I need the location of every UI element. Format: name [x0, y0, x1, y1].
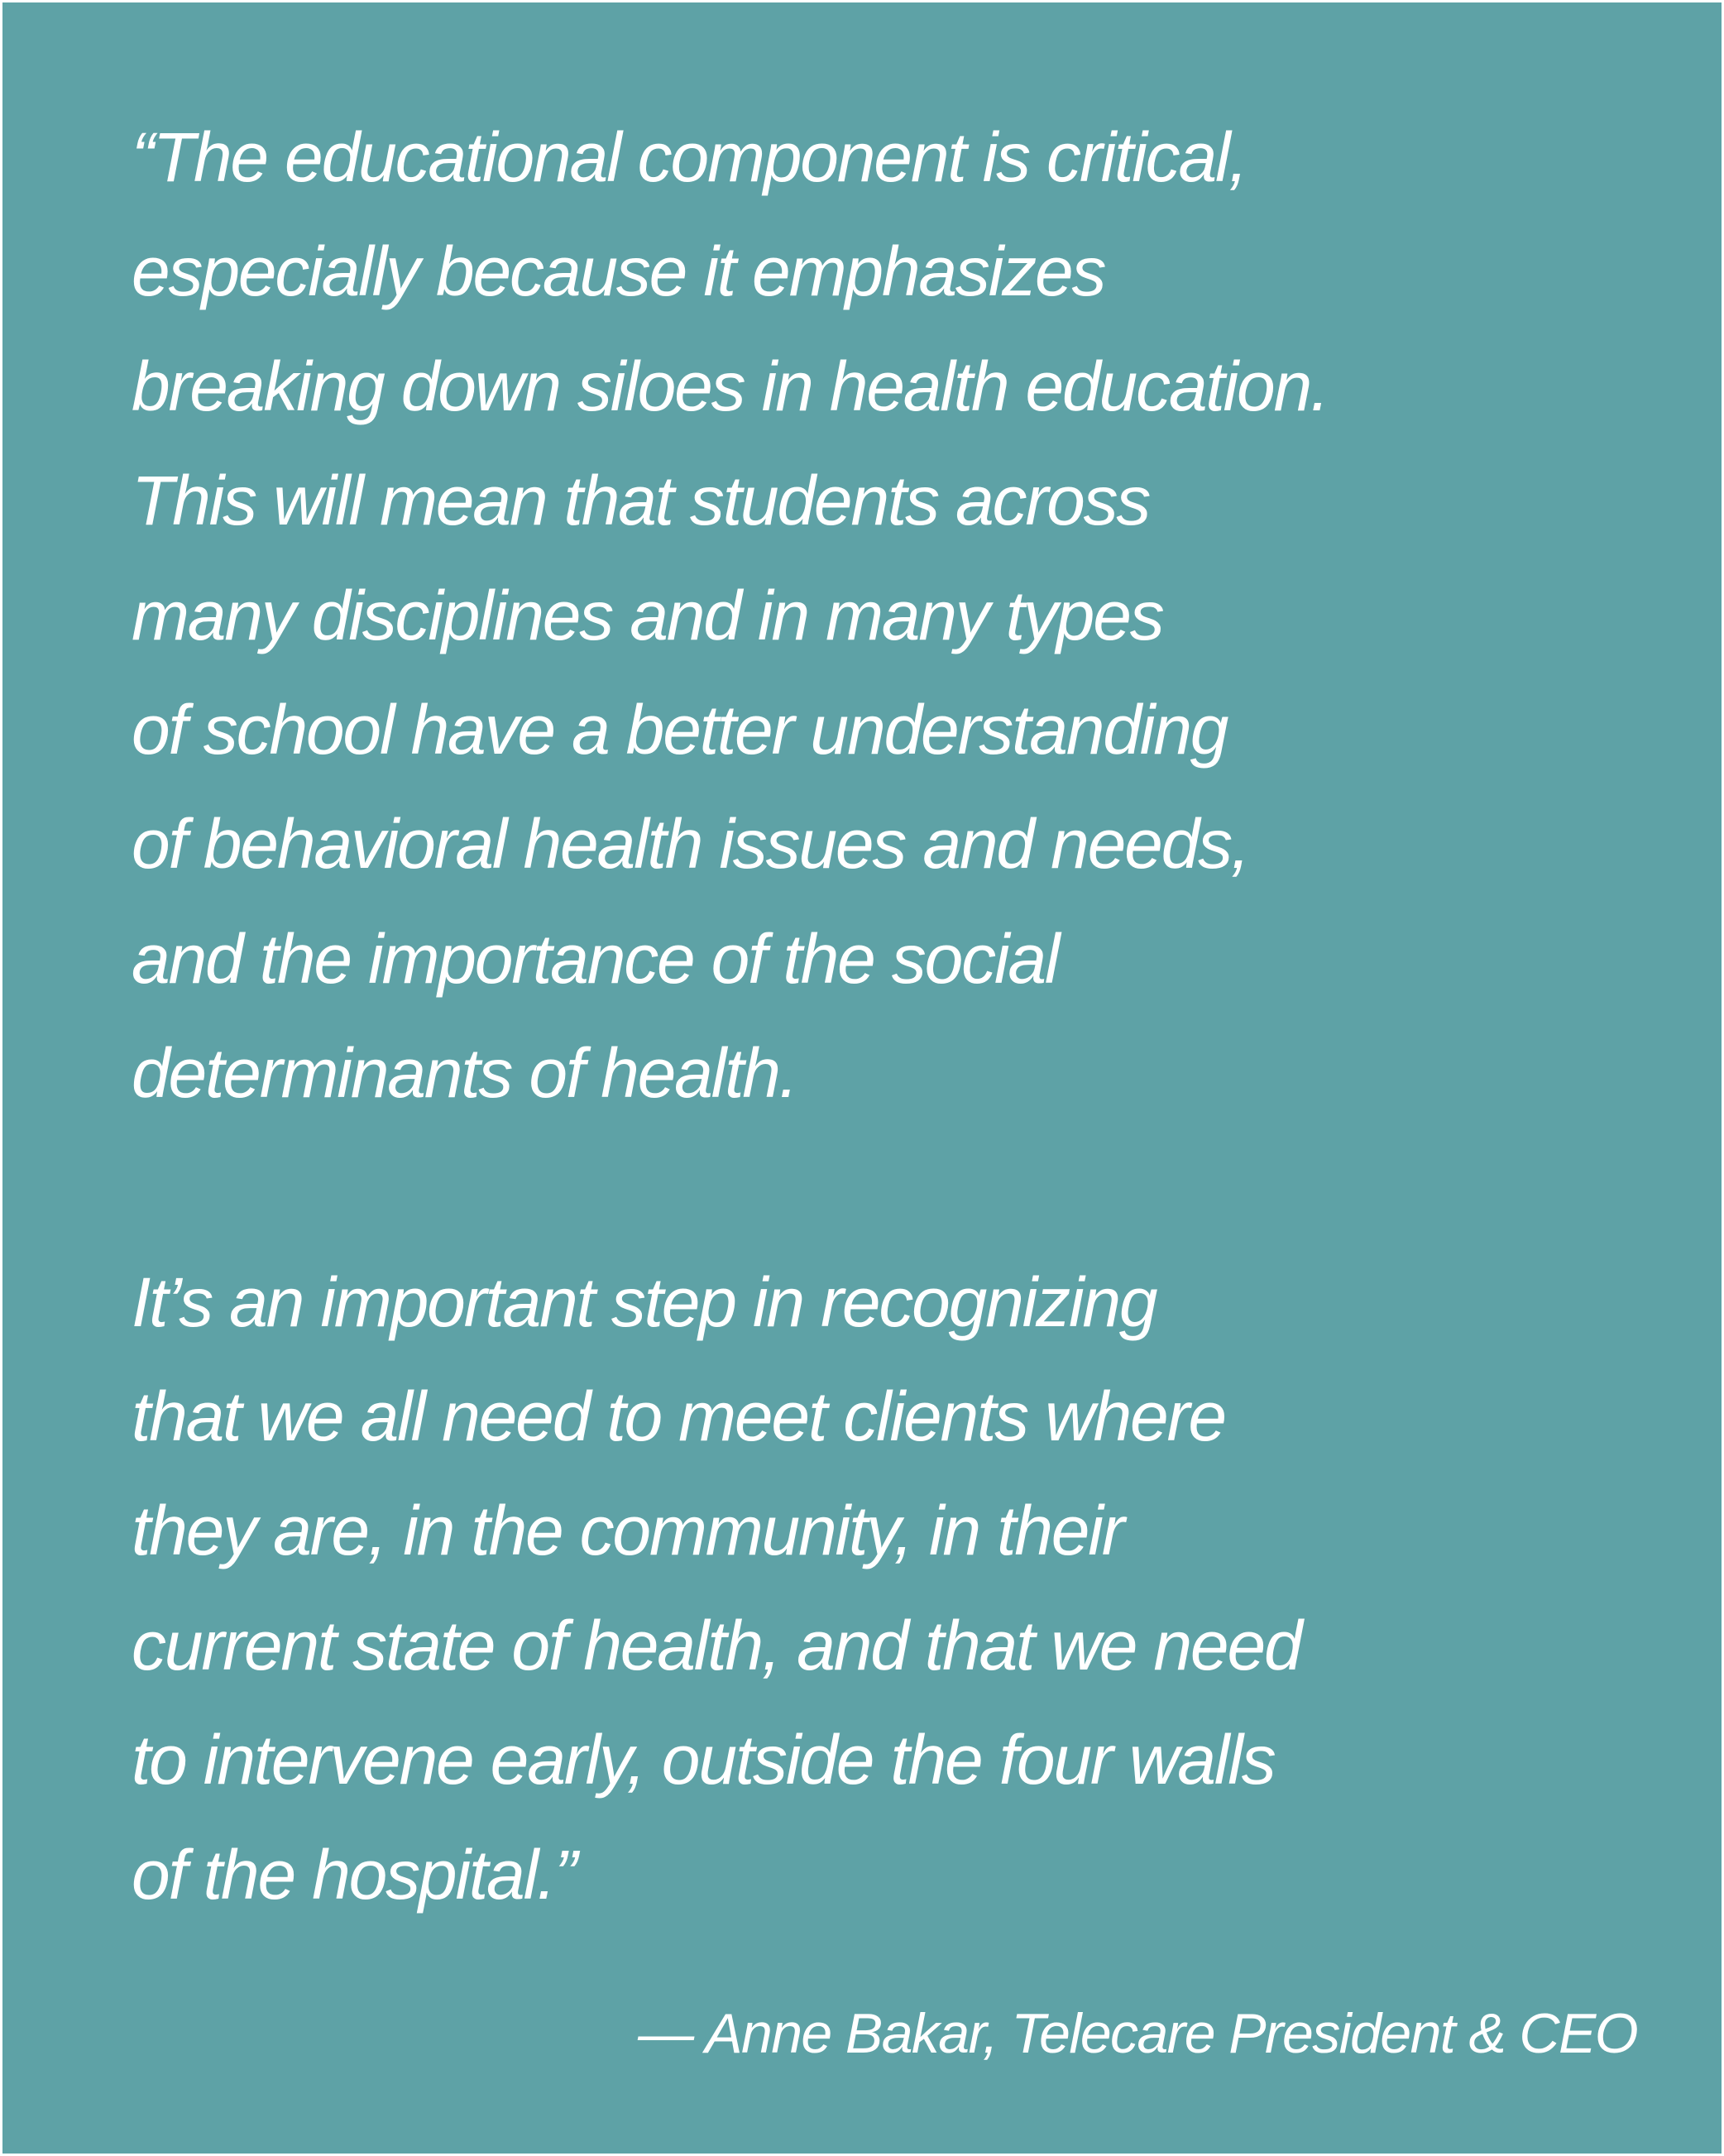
quote-paragraph-2	[132, 1245, 1687, 1932]
quote-line: that we all need to meet clients where	[132, 1377, 1225, 1456]
quote-line: This will mean that students across	[132, 462, 1150, 540]
quote-line: especially because it emphasizes	[132, 232, 1105, 311]
quote-line: “The educational component is critical,	[132, 118, 1247, 196]
quote-line: to intervene early, outside the four walls	[132, 1721, 1275, 1799]
quote-line: of school have a better understanding	[132, 691, 1228, 769]
quote-line: and the importance of the social	[132, 919, 1059, 998]
quote-paragraph-1	[132, 100, 1687, 1131]
quote-attribution: — Anne Bakar, Telecare President & CEO	[638, 2002, 1637, 2065]
quote-line: of behavioral health issues and needs,	[132, 805, 1249, 884]
quote-line: current state of health, and that we need	[132, 1606, 1301, 1684]
quote-block	[132, 100, 1687, 1932]
quote-line: of the hospital.”	[132, 1835, 576, 1914]
quote-line: many disciplines and in many types	[132, 576, 1163, 654]
quote-line: It’s an important step in recognizing	[132, 1262, 1157, 1341]
quote-line: breaking down siloes in health education.	[132, 347, 1329, 425]
quote-line: determinants of health.	[132, 1034, 797, 1113]
quote-line: they are, in the community, in their	[132, 1492, 1123, 1570]
